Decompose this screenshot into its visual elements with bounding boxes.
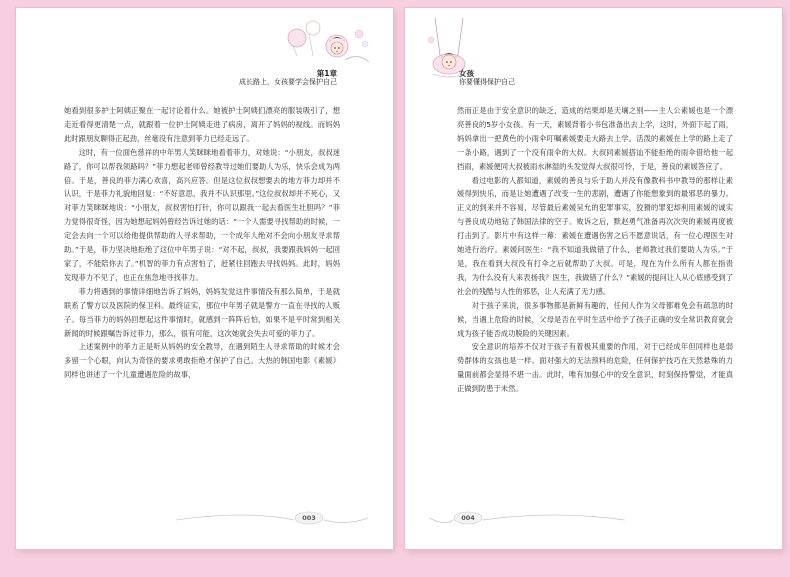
paragraph: 看过电影的人都知道，素媛的善良与乐于助人并没有像教科书中教导的那样让素媛得到快乐，而是让她遭遇了改变一生的悲剧，遭遇了你能想象到的最邪恶的暴力。正义的到来并不容易，尽管最后素媛吴允的犯罪事实，狡猾的罪犯却利用素媛的诚实与善良成功地钻了韩国法律的空子。败诉之后，默赵勇气准备再次次突的素媛再度被打击到了。影片中有这样一幕：素媛在遭遇伤害之后不愿意说话，有一位心理医生对她进行治疗。素媛问医生：“我不知道我做错了什么，老师教过我们要助人为乐。”于是，我在看到大叔没有打伞之后就帮助了大叔。可是，现在为什么所有人都在指责我，为什么没有人来表扬我？医生，我做错了什么？”素媛的提问让人从心底感受到了社会的残酷与人性的邪恶，让人充满了无力感。: [457, 175, 733, 296]
right-body-text: [457, 104, 733, 396]
girl-balloon-illustration: [279, 16, 375, 76]
paragraph: 她看到很多护士阿姨正聚在一起讨论着什么。她被护士阿姨们漂亮的服装吸引了，想走近看得更清楚一点，就跟着一位护士阿姨走进了病房，离开了妈妈的视线。而妈妈此时跟朋友聊得正起劲，丝毫没有注意到菲力已经走远了。: [64, 106, 340, 143]
paragraph: 安全意识的培养不仅对于孩子有着极其重要的作用，对于已经成年但同样也是弱势群体的女孩也是一样。面对强大的无法预料的危险，任何保护技巧在天然悬殊的力量面前都会显得不堪一击。此时，唯有加强心中的安全意识，时刻保持警觉，才能真正做到防患于未然。: [457, 342, 733, 394]
footer-ornament: [16, 506, 393, 530]
book-title: 你要懂得保护自己: [459, 78, 515, 86]
page-number: 004: [461, 514, 475, 522]
chapter-label: 第1章: [316, 69, 337, 78]
right-page: [405, 8, 782, 549]
chapter-header: [239, 69, 337, 87]
paragraph: 菲力将遇到的事情详细地告诉了妈妈，妈妈发觉这件事情没有那么简单，于是就联系了警方以及医院的保卫科。最终证实，那位中年男子就是警方一直在寻找的人贩子。每当菲力的妈妈回想起这件事情时，就感到一阵阵后怕，如果不是平时常到相关新闻的时候跟嘱告诉过菲力，那么，很有可能，这次她就会失去可爱的菲力了。: [64, 286, 340, 338]
left-page-footer: [16, 506, 393, 530]
chapter-header: [459, 69, 515, 87]
paragraph: 这时，有一位面色慈祥的中年男人笑眯眯地看着菲力，对她说：“小朋友，叔叔迷路了，你可以帮我领路吗？”菲力想起老师曾经教导过她们要助人为乐，快乐会成为两倍。于是，善良的菲力满心欢喜，高兴应答。但是这位叔叔想要去的地方菲力却并不认识，于是菲力礼貌地回复：“不好意思，我并不认识那里。”这位叔叔却并不死心，又对菲力笑眯眯地说：“小朋友，叔叔害怕打针，你可以跟我一起去看医生壮胆吗？”菲力觉得很奇怪，因为她想起妈妈曾经告诉过她的话：“一个人需要寻找帮助的时候，一定会去向一个可以给他提供帮助的人寻求帮助，一个成年人绝对不会向小朋友寻求帮助。”于是，菲力坚决地拒绝了这位中年男子说：“对不起，叔叔，我要跟我妈妈一起回家了，不能陪你去了。”机智的菲力有点害怕了，赶紧往回跑去寻找妈妈。此时，妈妈发现菲力不见了，也正在焦急地寻找菲力。: [64, 147, 340, 282]
page-number: 003: [302, 514, 316, 522]
paragraph: 然而正是由于安全意识的缺乏，造成的结果却是天壤之别——主人公素媛也是一个漂亮善良的5岁小女孩。有一天，素媛背着小书包准备出去上学，这时，外面下起了雨，妈妈拿出一把黄色的小雨伞叮嘱素媛要走大路去上学。活泼的素媛在上学的路上走了一条小路，遇到了一个没有雨伞的大叔。大叔同素媛搭讪不能拒绝的雨伞借给他一起挡雨，素媛便同大叔被雨水淋湿的头发觉得大叔很可怜，于是，善良的素媛答应了。: [457, 106, 733, 171]
left-body-text: [64, 104, 340, 382]
paragraph: 上述案例中的菲力正是听从妈妈的安全教导，在遇到陌生人寻求帮助的时候才会多留一个心眼，向认为奇怪的要求勇敢拒绝才保护了自己。大热的韩国电影《素媛》同样也讲述了一个儿童遭遇危险的故事，: [64, 342, 340, 380]
right-page-footer: [405, 506, 782, 530]
left-page-header: [16, 8, 393, 86]
paragraph: 对于孩子来说，很多事物都是新鲜有趣的，任何人作为父母都难免会有疏忽的时候，当遇上危险的时候，父母是否在平时生活中给予了孩子正确的安全常识教育就会成为孩子能否成功脱险的关键因素。: [457, 300, 733, 338]
right-page-header: [405, 8, 782, 86]
chapter-title: 成长路上，女孩要学会保护自己: [239, 78, 337, 86]
book-label: 女孩: [459, 69, 474, 78]
left-page: [16, 8, 393, 549]
